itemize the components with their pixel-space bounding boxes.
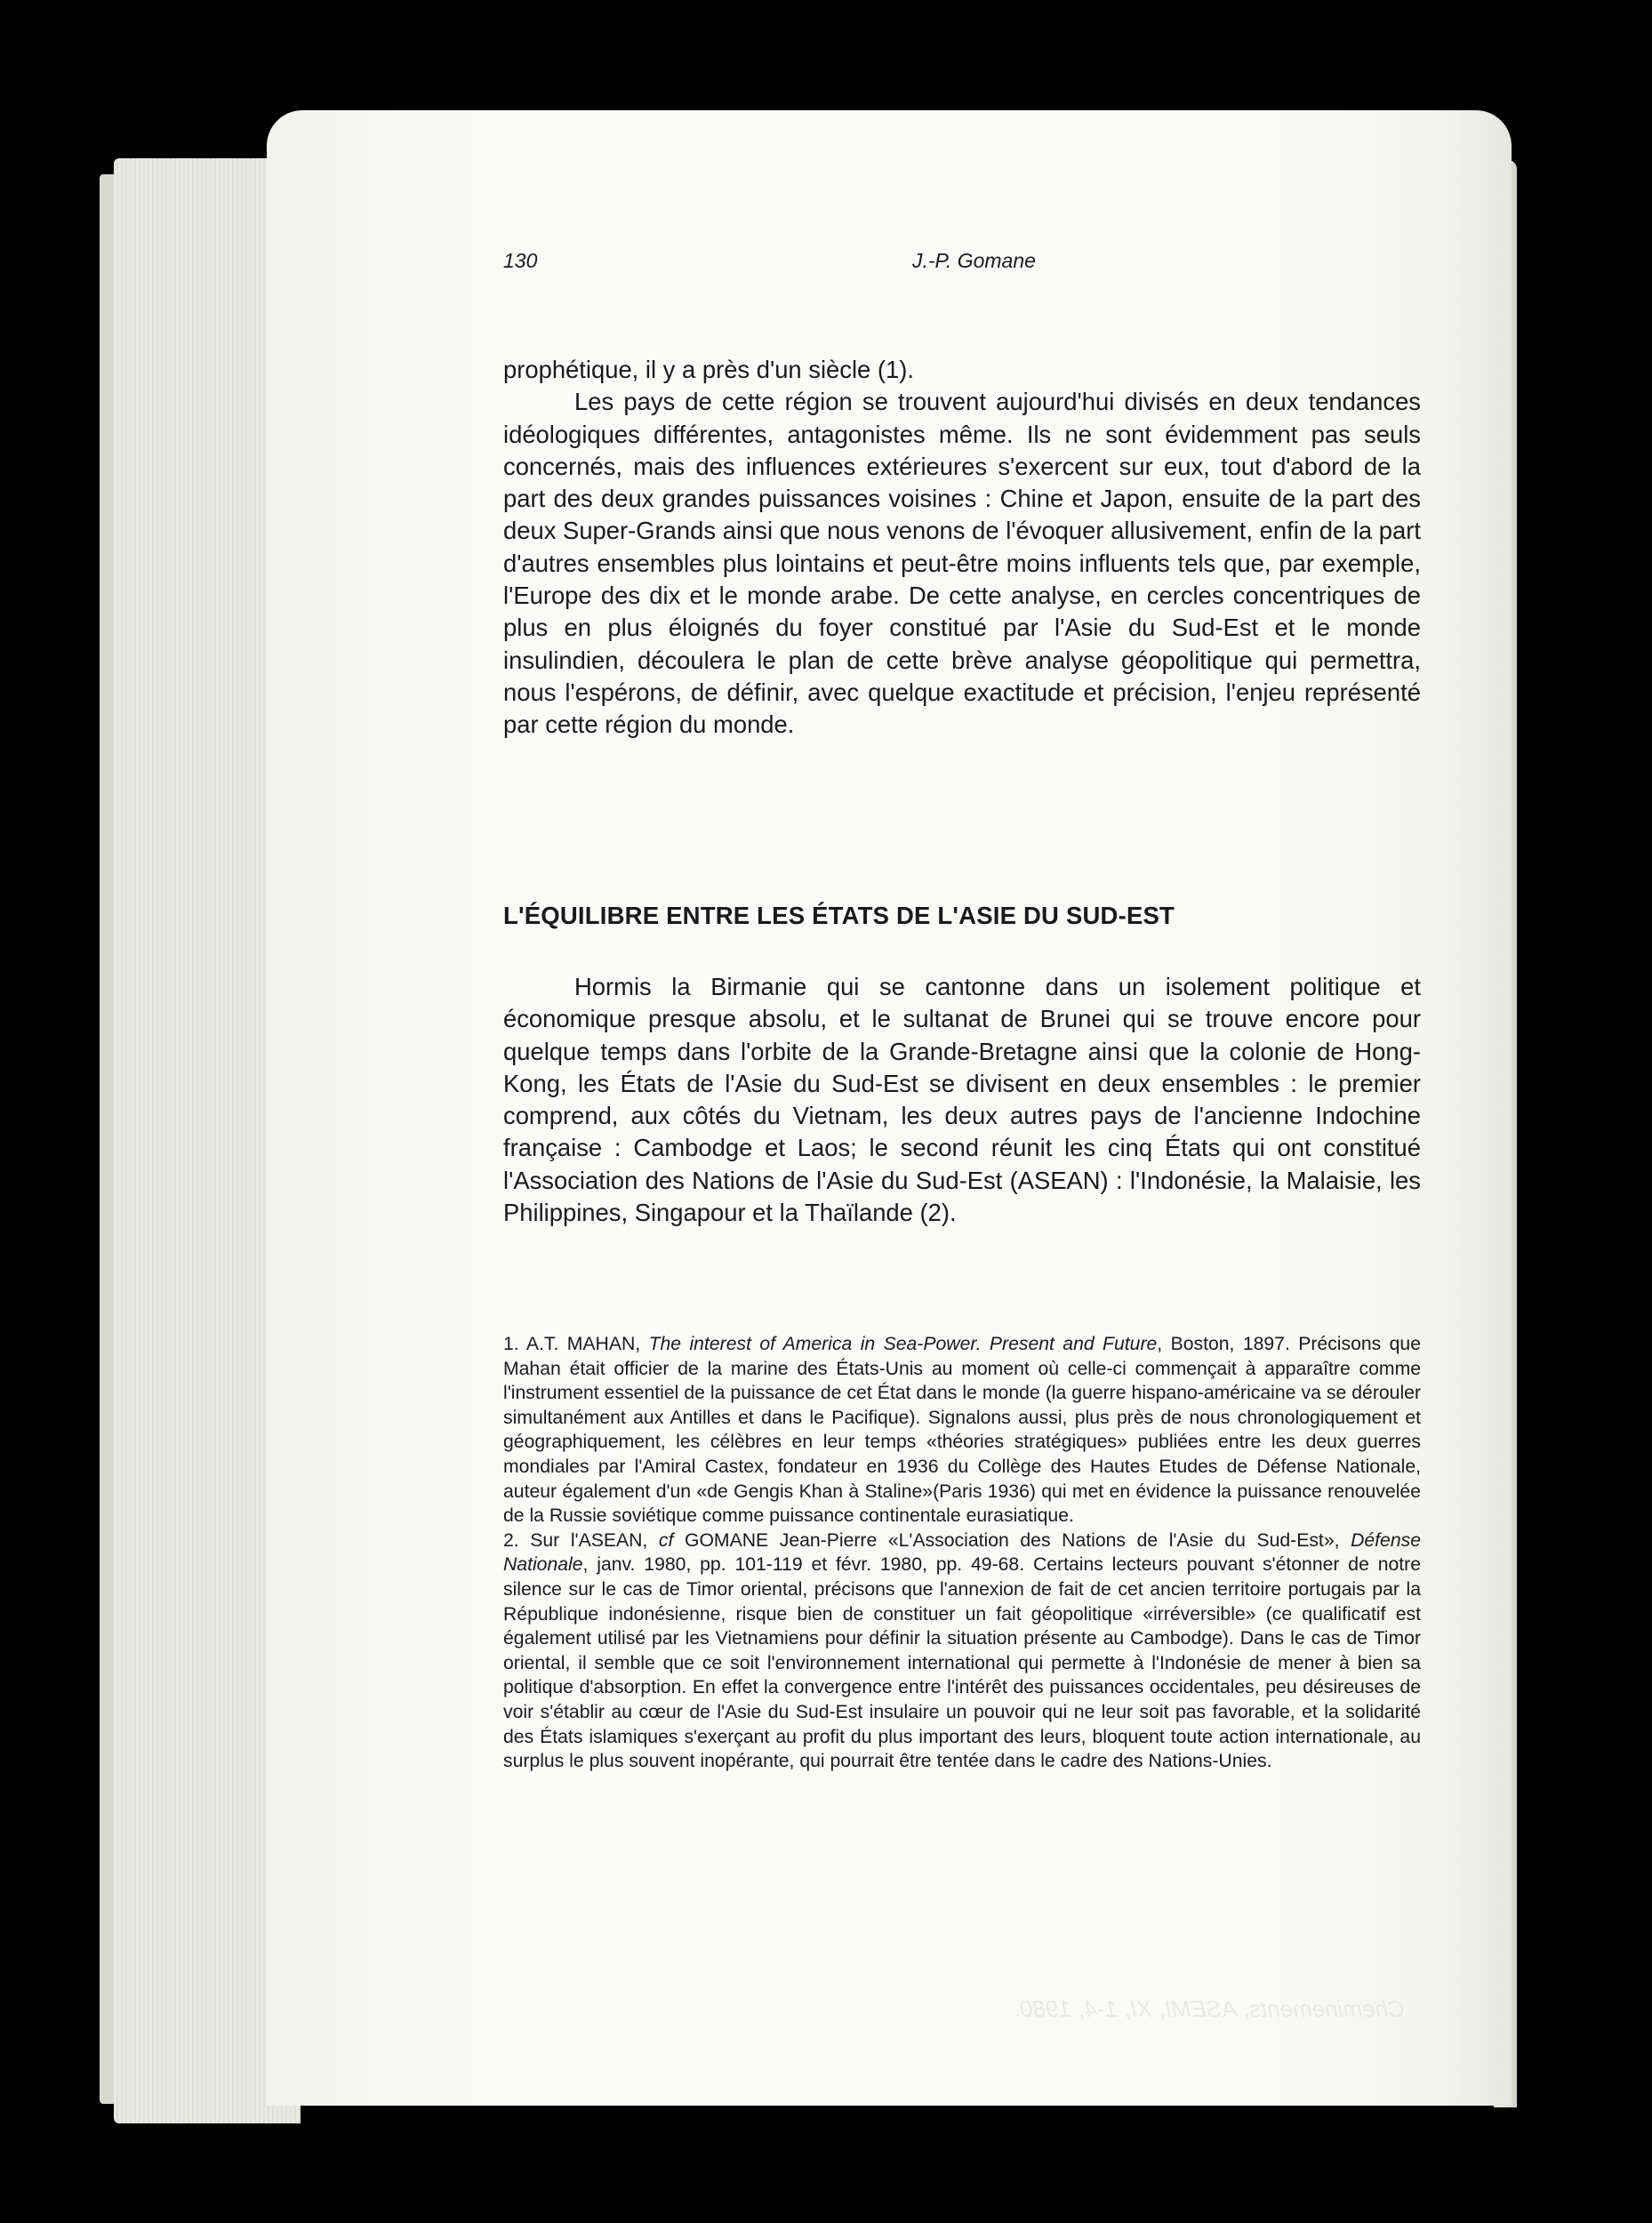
footnote-1 xyxy=(503,1332,1421,1529)
footnote-2 xyxy=(503,1529,1421,1774)
section-paragraph-1: Hormis la Birmanie qui se cantonne dans un isolement politique et économique presque absolu, et le sultanat de Brunei qui se trouve encore pour quelque temps dans l'orbite de la Grande-Bretagne ainsi que la colonie de Hong-Kong, les États de l'Asie du Sud-Est se divisent en deux ensembles : le premier comprend, aux côtés du Vietnam, les deux autres pays de l'ancienne Indochine française : Cambodge et Laos; le second réunit les cinq États qui ont constitué l'Association des Nations de l'Asie du Sud-Est (ASEAN) : l'Indonésie, la Malaisie, les Philippines, Singapour et la Thaïlande (2). xyxy=(503,973,1421,1227)
bleed-through-footer: Cheminements, ASEMI, XI, 1-4, 1980. xyxy=(1014,1995,1405,2022)
footnote-1-prefix: 1. A.T. MAHAN, xyxy=(503,1334,649,1354)
footnote-1-title: The interest of America in Sea-Power. Present and Future xyxy=(648,1334,1158,1354)
paragraph-1: prophétique, il y a près d'un siècle (1). xyxy=(503,356,914,383)
footnote-2-mid: GOMANE Jean-Pierre «L'Association des Nations de l'Asie du Sud-Est», xyxy=(673,1529,1351,1551)
section-text xyxy=(503,971,1421,1229)
footnote-1-rest: , Boston, 1897. Précisons que Mahan était officier de la marine des États-Unis au moment où celle-ci commençait à apparaître comme l'instrument essentiel de la puissance de cet État dans le monde (la guerre hispano-américaine va se dérouler simultanément aux Antilles et dans le Pacifique). Signalons aussi, plus près de nous chronologiquement et géographiquement, les célèbres en leur temps «théories stratégiques» publiées entre les deux guerres mondiales par l'Amiral Castex, fondateur en 1936 du Collège des Hautes Etudes de Défense Nationale, auteur également d'un «de Gengis Khan à Staline»(Paris 1936) qui met en évidence la puissance renouvelée de la Russie soviétique comme puissance continentale eurasiatique. xyxy=(503,1334,1421,1527)
running-head xyxy=(503,249,1421,279)
body-text xyxy=(503,354,1421,742)
running-author: J.-P. Gomane xyxy=(912,249,1036,272)
page-number: 130 xyxy=(503,249,538,272)
footnote-2-journal: Défense Nationale xyxy=(503,1529,1421,1576)
section-heading: L'ÉQUILIBRE ENTRE LES ÉTATS DE L'ASIE DU SUD-EST xyxy=(503,902,1175,929)
footnote-2-rest: , janv. 1980, pp. 101-119 et févr. 1980, pp. 49-68. Certains lecteurs pouvant s'étonner de notre silence sur le cas de Timor oriental, précisons que l'annexion de fait de cet ancien territoire portugais par la République indonésienne, risque bien de constituer un fait géopolitique «irréversible» (ce qualificatif est également utilisé par les Vietnamiens pour définir la situation présente au Cambodge). Dans le cas de Timor oriental, il semble que ce soit l'environnement international qui permette à l'Indonésie de mener à bien sa politique d'absorption. En effet la convergence entre l'intérêt des puissances occidentales, peu désireuses de voir s'établir au cœur de l'Asie du Sud-Est insulaire un pouvoir qui ne leur soit pas favorable, et la solidarité des États islamiques s'exerçant au profit du plus important des leurs, bloquent toute action internationale, au surplus le plus souvent inopérante, qui pourrait être tentée dans le cadre des Nations-Unies. xyxy=(503,1554,1421,1772)
footnote-2-cf: cf xyxy=(658,1529,674,1551)
paragraph-2: Les pays de cette région se trouvent aujourd'hui divisés en deux tendances idéologiques différentes, antagonistes même. Ils ne sont évidemment pas seuls concernés, mais des influences extérieures s'exercent sur eux, tout d'abord de la part des deux grandes puissances voisines : Chine et Japon, ensuite de la part des deux Super-Grands ainsi que nous venons de l'évoquer allusivement, enfin de la part d'autres ensembles plus lointains et peut-être moins influents tels que, par exemple, l'Europe des dix et le monde arabe. De cette analyse, en cercles concentriques de plus en plus éloignés du foyer constitué par l'Asie du Sud-Est et le monde insulindien, découlera le plan de cette brève analyse géopolitique qui permettra, nous l'espérons, de définir, avec quelque exactitude et précision, l'enjeu représenté par cette région du monde. xyxy=(503,388,1421,739)
footnotes xyxy=(503,1332,1421,1774)
footnote-2-prefix: 2. Sur l'ASEAN, xyxy=(503,1529,659,1551)
